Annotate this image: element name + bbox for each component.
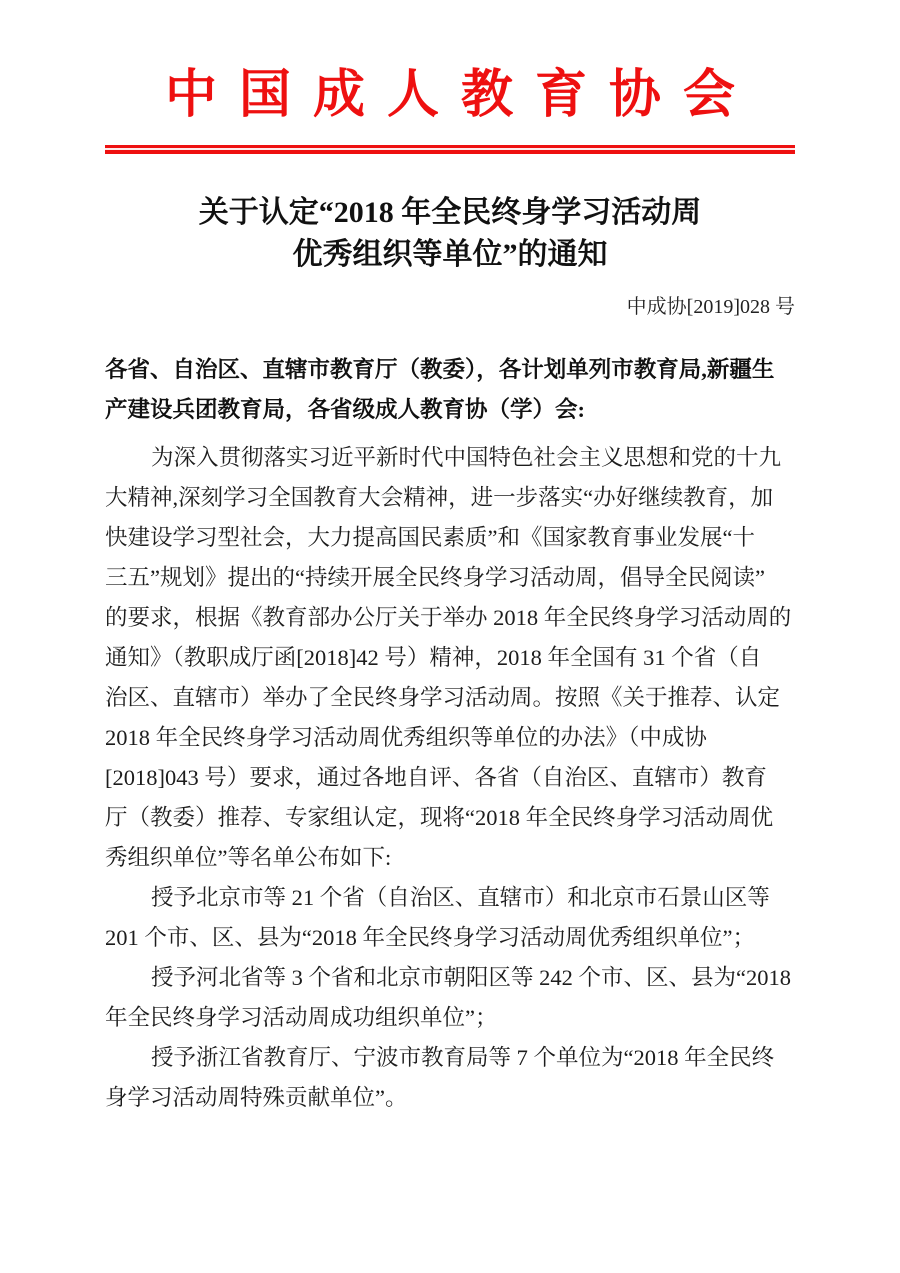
document-title-line1: 关于认定“2018 年全民终身学习活动周	[198, 196, 702, 229]
body-line: 为深入贯彻落实习近平新时代中国特色社会主义思想和党的十九	[151, 445, 782, 470]
letterhead-org-name: 中国成人教育协会	[164, 67, 757, 124]
body-line: 厅（教委）推荐、专家组认定，现将“2018 年全民终身学习活动周优	[105, 805, 774, 830]
body-line: 授予北京市等 21 个省（自治区、直辖市）和北京市石景山区等	[151, 885, 770, 910]
body-line: 秀组织单位”等名单公布如下:	[105, 845, 392, 870]
document-title-line2: 优秀组织等单位”的通知	[292, 238, 608, 271]
body-line: 2018 年全民终身学习活动周优秀组织等单位的办法》（中成协	[105, 725, 707, 750]
body-line: 的要求，根据《教育部办公厅关于举办 2018 年全民终身学习活动周的	[105, 605, 792, 630]
document-content	[105, 64, 795, 1118]
divider-rule-bottom	[105, 150, 795, 154]
letterhead-divider-rule	[105, 145, 795, 154]
body-line: 身学习活动周特殊贡献单位”。	[105, 1085, 408, 1110]
salutation-line: 各省、自治区、直辖市教育厅（教委），各计划单列市教育局,新疆生	[105, 357, 775, 382]
body-line: 快建设学习型社会，大力提高国民素质”和《国家教育事业发展“十	[105, 525, 755, 550]
body-line: 授予浙江省教育厅、宁波市教育局等 7 个单位为“2018 年全民终	[151, 1045, 775, 1070]
body-line: 授予河北省等 3 个省和北京市朝阳区等 242 个市、区、县为“2018	[151, 965, 791, 990]
body-line: 201 个市、区、县为“2018 年全民终身学习活动周优秀组织单位”；	[105, 925, 755, 950]
body-line: 大精神,深刻学习全国教育大会精神，进一步落实“办好继续教育，加	[105, 485, 774, 510]
body-line: 三五”规划》提出的“持续开展全民终身学习活动周，倡导全民阅读”	[105, 565, 765, 590]
body-line: [2018]043 号）要求，通过各地自评、各省（自治区、直辖市）教育	[105, 765, 767, 790]
body-text	[105, 438, 795, 1118]
body-line: 年全民终身学习活动周成功组织单位”；	[105, 1005, 498, 1030]
body-line: 治区、直辖市）举办了全民终身学习活动周。按照《关于推荐、认定	[105, 685, 781, 710]
document-title	[105, 192, 795, 276]
salutation-line: 产建设兵团教育局，各省级成人教育协（学）会:	[105, 397, 585, 422]
document-number: 中成协[2019]028 号	[626, 296, 795, 318]
body-line: 通知》（教职成厅函[2018]42 号）精神，2018 年全国有 31 个省（自	[105, 645, 762, 670]
salutation	[105, 350, 795, 430]
